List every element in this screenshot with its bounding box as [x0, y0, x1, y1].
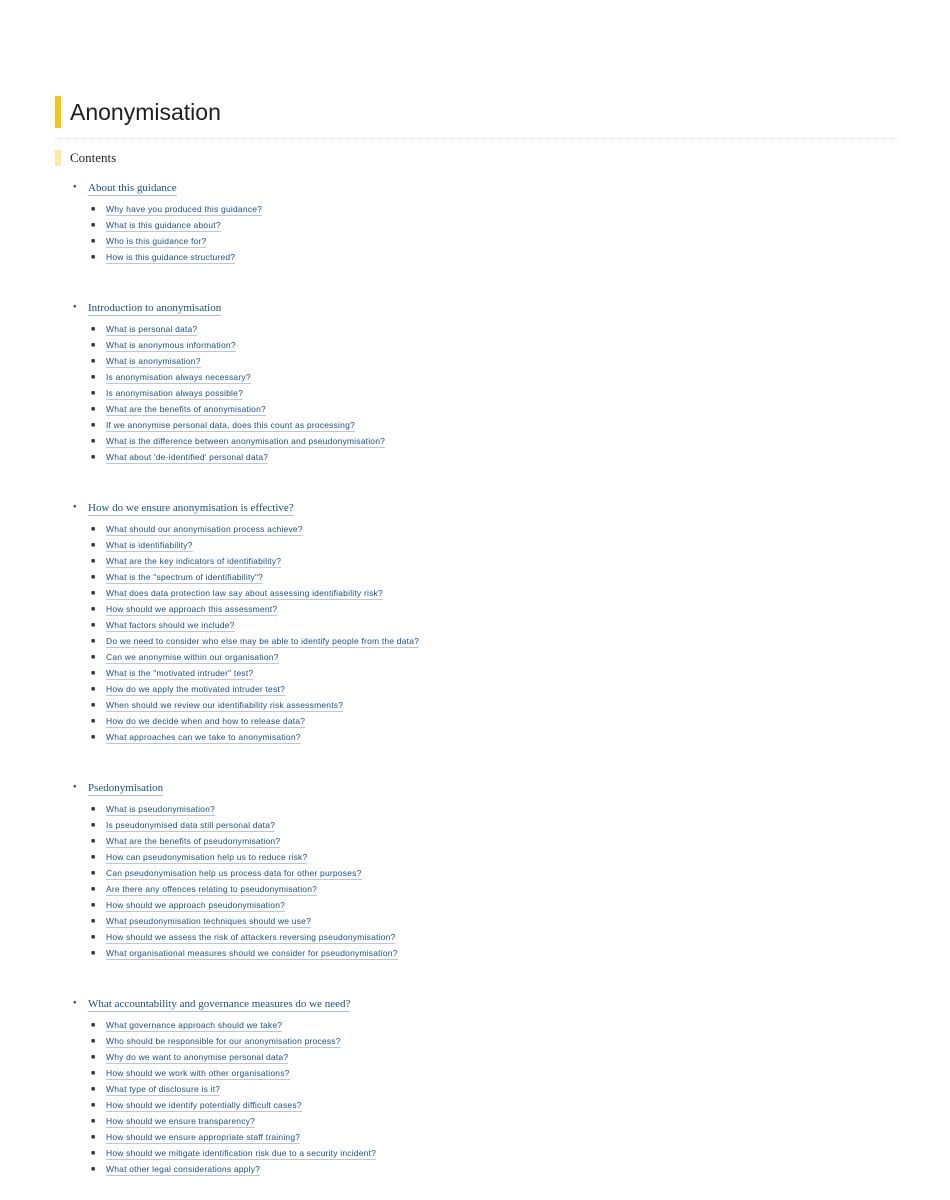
bullet-icon: •: [73, 182, 77, 193]
bullet-icon: ■: [91, 901, 96, 909]
toc-item-link[interactable]: What should our anonymisation process achieve?: [106, 524, 303, 534]
bullet-icon: ■: [91, 237, 96, 245]
toc-item-link[interactable]: Why do we want to anonymise personal data?: [106, 1052, 289, 1062]
bullet-icon: ■: [91, 1021, 96, 1029]
toc-section-link[interactable]: How do we ensure anonymisation is effective?: [88, 502, 294, 514]
bullet-icon: ■: [91, 1149, 96, 1157]
bullet-icon: ■: [91, 389, 96, 397]
bullet-icon: ■: [91, 525, 96, 533]
bullet-icon: ■: [91, 805, 96, 813]
toc-item-link[interactable]: What other legal considerations apply?: [106, 1164, 261, 1174]
toc-item-link[interactable]: Can pseudonymisation help us process data for other purposes?: [106, 868, 362, 878]
contents-accent-bar: [55, 150, 61, 166]
toc-item-link[interactable]: How should we work with other organisations?: [106, 1068, 290, 1078]
bullet-icon: ■: [91, 869, 96, 877]
bullet-icon: •: [73, 302, 77, 313]
toc-item-link[interactable]: What is the difference between anonymisation and pseudonymisation?: [106, 436, 386, 446]
toc-item-link[interactable]: How should we ensure appropriate staff training?: [106, 1132, 301, 1142]
toc-item-link[interactable]: What is identifiability?: [106, 540, 193, 550]
bullet-icon: ■: [91, 573, 96, 581]
toc-section-link[interactable]: Introduction to anonymisation: [88, 302, 222, 314]
bullet-icon: ■: [91, 701, 96, 709]
toc-item-link[interactable]: What governance approach should we take?: [106, 1020, 283, 1030]
toc-section-link[interactable]: Psedonymisation: [88, 782, 164, 794]
bullet-icon: •: [73, 502, 77, 513]
toc-item-link[interactable]: What is anonymisation?: [106, 356, 201, 366]
bullet-icon: ■: [91, 221, 96, 229]
toc-section-link[interactable]: What accountability and governance measures do we need?: [88, 998, 351, 1010]
toc-item-link[interactable]: What is the "spectrum of identifiability"?: [106, 572, 264, 582]
toc-item-link[interactable]: What are the benefits of anonymisation?: [106, 404, 266, 414]
toc-item-link[interactable]: How should we mitigate identification risk due to a security incident?: [106, 1148, 377, 1158]
toc-item-link[interactable]: What is personal data?: [106, 324, 198, 334]
bullet-icon: ■: [91, 253, 96, 261]
toc-section-link[interactable]: About this guidance: [88, 182, 177, 194]
bullet-icon: ■: [91, 1037, 96, 1045]
toc-item-link[interactable]: What approaches can we take to anonymisation?: [106, 732, 301, 742]
toc-item-link[interactable]: When should we review our identifiability risk assessments?: [106, 700, 344, 710]
toc-item-link[interactable]: What organisational measures should we consider for pseudonymisation?: [106, 948, 398, 958]
bullet-icon: ■: [91, 621, 96, 629]
bullet-icon: ■: [91, 933, 96, 941]
toc-item-link[interactable]: How is this guidance structured?: [106, 252, 236, 262]
page-title: Anonymisation: [70, 99, 221, 125]
toc-item-link[interactable]: Can we anonymise within our organisation?: [106, 652, 279, 662]
toc-item-link[interactable]: How do we decide when and how to release data?: [106, 716, 306, 726]
bullet-icon: ■: [91, 341, 96, 349]
toc-item-link[interactable]: How should we approach pseudonymisation?: [106, 900, 286, 910]
toc-item-link[interactable]: What are the benefits of pseudonymisation?: [106, 836, 281, 846]
toc-item-link[interactable]: What is the "motivated intruder" test?: [106, 668, 254, 678]
title-accent-bar: [55, 96, 61, 128]
bullet-icon: ■: [91, 205, 96, 213]
bullet-icon: ■: [91, 685, 96, 693]
toc-item-link[interactable]: How should we approach this assessment?: [106, 604, 278, 614]
toc-item-link[interactable]: How should we assess the risk of attackers reversing pseudonymisation?: [106, 932, 396, 942]
toc-item-link[interactable]: Do we need to consider who else may be able to identify people from the data?: [106, 636, 420, 646]
bullet-icon: ■: [91, 437, 96, 445]
toc-item-link[interactable]: What factors should we include?: [106, 620, 235, 630]
bullet-icon: •: [73, 998, 77, 1009]
bullet-icon: ■: [91, 1069, 96, 1077]
toc-item-link[interactable]: Are there any offences relating to pseudonymisation?: [106, 884, 318, 894]
toc-item-link[interactable]: Is anonymisation always possible?: [106, 388, 244, 398]
bullet-icon: ■: [91, 1101, 96, 1109]
bullet-icon: ■: [91, 837, 96, 845]
bullet-icon: ■: [91, 605, 96, 613]
toc-item-link[interactable]: What does data protection law say about assessing identifiability risk?: [106, 588, 383, 598]
toc-item-link[interactable]: How do we apply the motivated intruder test?: [106, 684, 285, 694]
bullet-icon: ■: [91, 557, 96, 565]
toc-item-link[interactable]: Is pseudonymised data still personal data?: [106, 820, 276, 830]
toc-item-link[interactable]: What about 'de-identified' personal data?: [106, 452, 269, 462]
bullet-icon: ■: [91, 1117, 96, 1125]
bullet-icon: ■: [91, 949, 96, 957]
toc-item-link[interactable]: What are the key indicators of identifiability?: [106, 556, 282, 566]
bullet-icon: ■: [91, 405, 96, 413]
bullet-icon: ■: [91, 373, 96, 381]
bullet-icon: ■: [91, 885, 96, 893]
bullet-icon: ■: [91, 1133, 96, 1141]
toc-item-link[interactable]: Is anonymisation always necessary?: [106, 372, 251, 382]
bullet-icon: ■: [91, 421, 96, 429]
toc-item-link[interactable]: How should we ensure transparency?: [106, 1116, 256, 1126]
bullet-icon: ■: [91, 1053, 96, 1061]
page-header: [55, 96, 898, 139]
toc-item-link[interactable]: How can pseudonymisation help us to reduce risk?: [106, 852, 308, 862]
bullet-icon: ■: [91, 325, 96, 333]
bullet-icon: •: [73, 782, 77, 793]
toc-item-link[interactable]: How should we identify potentially difficult cases?: [106, 1100, 302, 1110]
bullet-icon: ■: [91, 453, 96, 461]
bullet-icon: ■: [91, 853, 96, 861]
toc-item-link[interactable]: What type of disclosure is it?: [106, 1084, 221, 1094]
toc-item-link[interactable]: What is anonymous information?: [106, 340, 236, 350]
toc-item-link[interactable]: If we anonymise personal data, does this count as processing?: [106, 420, 355, 430]
bullet-icon: ■: [91, 821, 96, 829]
bullet-icon: ■: [91, 637, 96, 645]
bullet-icon: ■: [91, 589, 96, 597]
toc-item-link[interactable]: Who should be responsible for our anonymisation process?: [106, 1036, 341, 1046]
bullet-icon: ■: [91, 653, 96, 661]
bullet-icon: ■: [91, 669, 96, 677]
contents-label: Contents: [70, 150, 117, 165]
bullet-icon: ■: [91, 1085, 96, 1093]
toc-item-link[interactable]: What is pseudonymisation?: [106, 804, 215, 814]
toc-item-link[interactable]: What pseudonymisation techniques should we use?: [106, 916, 312, 926]
bullet-icon: ■: [91, 357, 96, 365]
bullet-icon: ■: [91, 717, 96, 725]
toc-item-link[interactable]: What is this guidance about?: [106, 220, 221, 230]
bullet-icon: ■: [91, 917, 96, 925]
bullet-icon: ■: [91, 541, 96, 549]
toc-item-link[interactable]: Who is this guidance for?: [106, 236, 207, 246]
toc-item-link[interactable]: Why have you produced this guidance?: [106, 204, 263, 214]
bullet-icon: ■: [91, 1165, 96, 1173]
bullet-icon: ■: [91, 733, 96, 741]
